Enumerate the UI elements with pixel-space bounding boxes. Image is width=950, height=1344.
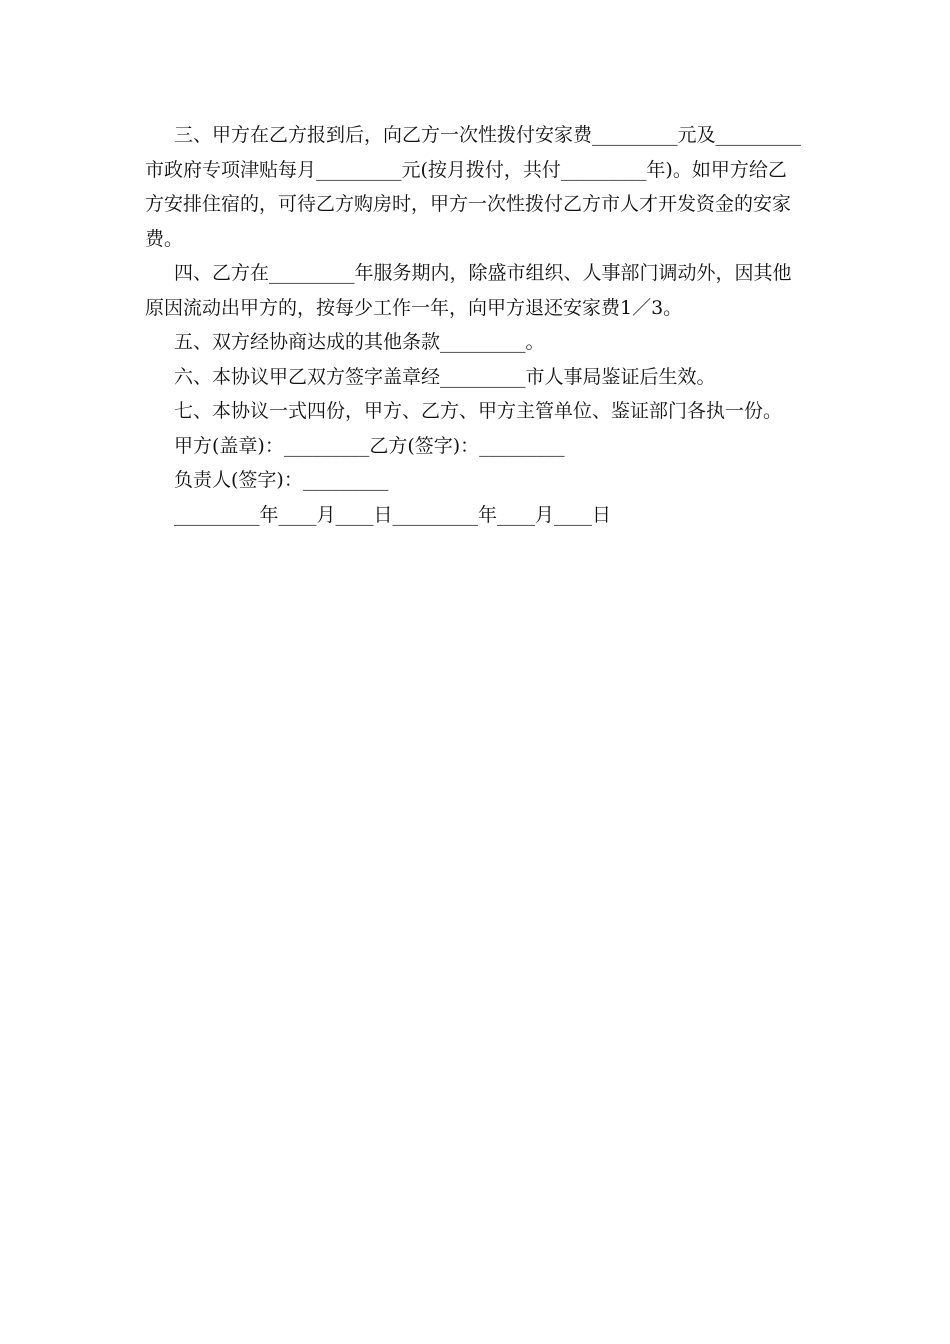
date-line: _________年____月____日_________年____月____日 [174, 503, 612, 526]
agreement-body [145, 118, 805, 532]
clause-six: 六、本协议甲乙双方签字盖章经_________市人事局鉴证后生效。 [174, 365, 716, 388]
clause-four: 四、乙方在_________年服务期内，除盛市组织、人事部门调动外，因其他原因流动出甲方的，按每少工作一年，向甲方退还安家费1／3。 [145, 262, 792, 319]
clause-five: 五、双方经协商达成的其他条款_________。 [174, 331, 545, 353]
signature-parties-line: 甲方(盖章)：_________乙方(签字)：_________ [174, 434, 565, 457]
responsible-person-line: 负责人(签字)：_________ [174, 469, 389, 491]
clause-three: 三、甲方在乙方报到后，向乙方一次性拨付安家费_________元及_________市政府专项津贴每月_________元(按月拨付，共付_________年)。如甲方给乙方安排住宿的，可待乙方购房时，甲方一次性拨付乙方市人才开发资金的安家费。 [145, 124, 802, 250]
clause-seven: 七、本协议一式四份，甲方、乙方、甲方主管单位、鉴证部门各执一份。 [174, 400, 783, 422]
